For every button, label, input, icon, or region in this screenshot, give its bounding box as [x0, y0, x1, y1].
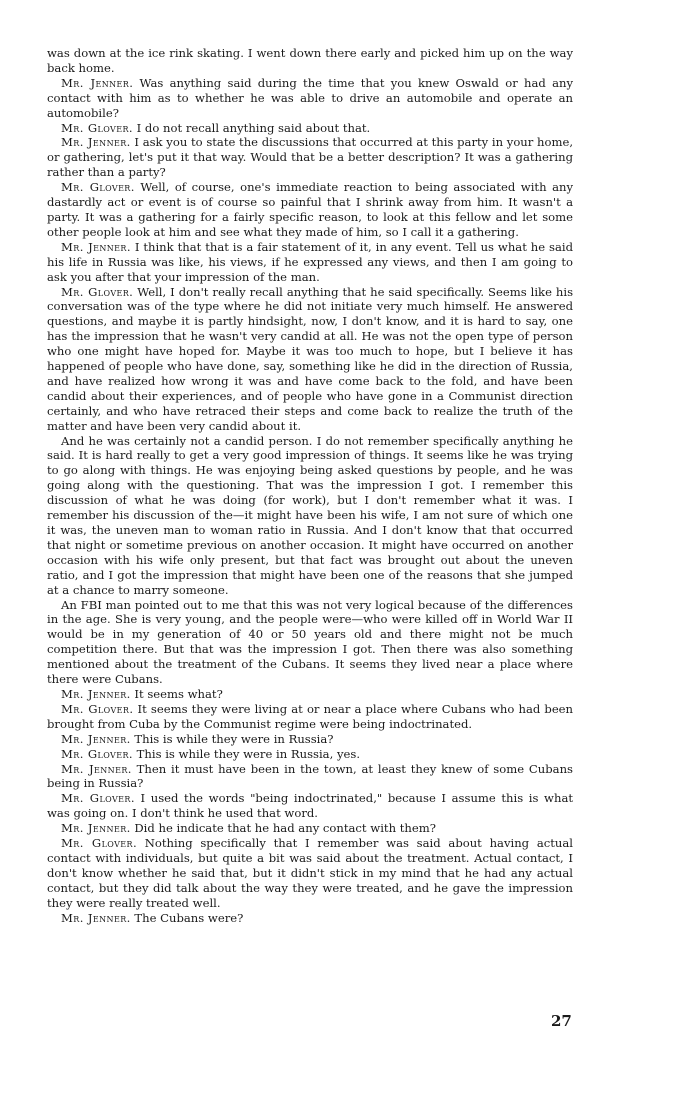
transcript-page [47, 46, 573, 925]
paragraph-4: Mr. Glover. Well, of course, one's immediate reaction to being associated with any dastardly act or event is of course so painful that I shrink away from him. It wasn't a party. It was a gathering for a fairly specific reason, to look at this fellow and let some other people look at him and see what they made of him, so I call it a gathering. [47, 180, 574, 239]
speaker-label: Mr. Jenner. [61, 761, 132, 776]
paragraph-5: Mr. Jenner. I think that that is a fair statement of it, in any event. Tell us what he said his life in Russia was like, his views, if he expressed any views, and then I am going to ask you after that your impression of the man. [47, 239, 574, 284]
paragraph-14: Mr. Glover. I used the words "being indoctrinated," because I assume this is what was going on. I don't think he used that word. [47, 791, 574, 821]
speaker-label: Mr. Jenner. [61, 686, 131, 701]
paragraph-1: Mr. Jenner. Was anything said during the time that you knew Oswald or had any contact with him as to whether he was able to drive an automobile and operate an automobile? [47, 75, 573, 120]
speaker-label: Mr. Jenner. [61, 75, 134, 90]
paragraph-17: Mr. Jenner. The Cubans were? [61, 910, 244, 925]
speaker-label: Mr. Jenner. [61, 239, 131, 254]
paragraph-2: Mr. Glover. I do not recall anything said about that. [61, 120, 371, 135]
paragraph-15: Mr. Jenner. Did he indicate that he had any contact with them? [61, 821, 436, 836]
paragraph-6: Mr. Glover. Well, I don't really recall anything that he said specifically. Seems like his conversation was of the type where he did not initiate very much himself. He answered questions, and maybe it is partly hindsight, now, I don't know, and it is hard to say, one has the impression that he wasn't very candid at all. He was not the open type of person who one might have hoped for. Maybe it was too much to hope, but I believe it has happened of people who have done, say, something like he did in the direction of Russia, and have realized how wrong it was and have come back to the fold, and have been candid about their experiences, and of people who have gone in a Communist direction certainly, and who have retraced their steps and come back to realize the truth of the matter and have been very candid about it. [47, 284, 574, 433]
paragraph-9: Mr. Jenner. It seems what? [61, 686, 223, 701]
paragraph-3: Mr. Jenner. I ask you to state the discussions that occurred at this party in your home, or gathering, let's put it that way. Would that be a better description? It was a gathering rather than a party? [47, 135, 574, 180]
paragraph-12: Mr. Glover. This is while they were in Russia, yes. [61, 746, 360, 761]
paragraph-7: And he was certainly not a candid person. I do not remember specifically anything he said. It is hard really to get a very good impression of things. It seems like he was trying to go along with things. He was enjoying being asked questions by people, and he was going along with the questioning. That was the impression I got. I remember this discussion of what he was doing (for work), but I don't remember what it was. I remember his discussion of the—it might have been his wife, I am not sure of which one it was, the uneven man to woman ratio in Russia. And I don't know that that occurred that night or sometime previous on another occasion. It might have occurred on another occasion with his wife only present, but that fact was brought out about the uneven ratio, and I got the impression that might have been one of the reasons that she jumped at a chance to marry someone. [47, 433, 573, 597]
speaker-label: Mr. Glover. [61, 791, 135, 806]
speaker-label: Mr. Jenner. [61, 731, 131, 746]
speaker-label: Mr. Jenner. [61, 910, 131, 925]
speaker-label: Mr. Glover. [61, 746, 133, 761]
paragraph-16: Mr. Glover. Nothing specifically that I remember was said about having actual contact with individuals, but quite a bit was said about the treatment. Actual contact, I don't know whether he said that, but it didn't stick in my mind that he had any actual contact, but they did talk about the way they were treated, and he gave the impression they were really treated well. [47, 836, 573, 910]
speaker-label: Mr. Glover. [61, 836, 138, 851]
paragraph-0: was down at the ice rink skating. I went down there early and picked him up on the way back home. [47, 46, 573, 75]
speaker-label: Mr. Glover. [61, 701, 134, 716]
speaker-label: Mr. Glover. [61, 180, 135, 195]
paragraph-8: An FBI man pointed out to me that this was not very logical because of the differences in the age. She is very young, and the people were—who were killed off in World War II would be in my generation of 40 or 50 years old and there might not be much competition there. But that was the impression I got. Then there was also something mentioned about the treatment of the Cubans. It seems they lived near a place where there were Cubans. [47, 597, 573, 687]
paragraph-10: Mr. Glover. It seems they were living at or near a place where Cubans who had been brought from Cuba by the Communist regime were being indoctrinated. [47, 701, 574, 731]
speaker-label: Mr. Jenner. [61, 821, 131, 836]
paragraph-11: Mr. Jenner. This is while they were in Russia? [61, 731, 334, 746]
speaker-label: Mr. Jenner. [61, 135, 131, 150]
speaker-label: Mr. Glover. [61, 284, 134, 299]
page-number: 27 [551, 1012, 572, 1030]
speaker-label: Mr. Glover. [61, 120, 133, 135]
paragraph-13: Mr. Jenner. Then it must have been in the town, at least they knew of some Cubans being in Russia? [47, 761, 573, 791]
